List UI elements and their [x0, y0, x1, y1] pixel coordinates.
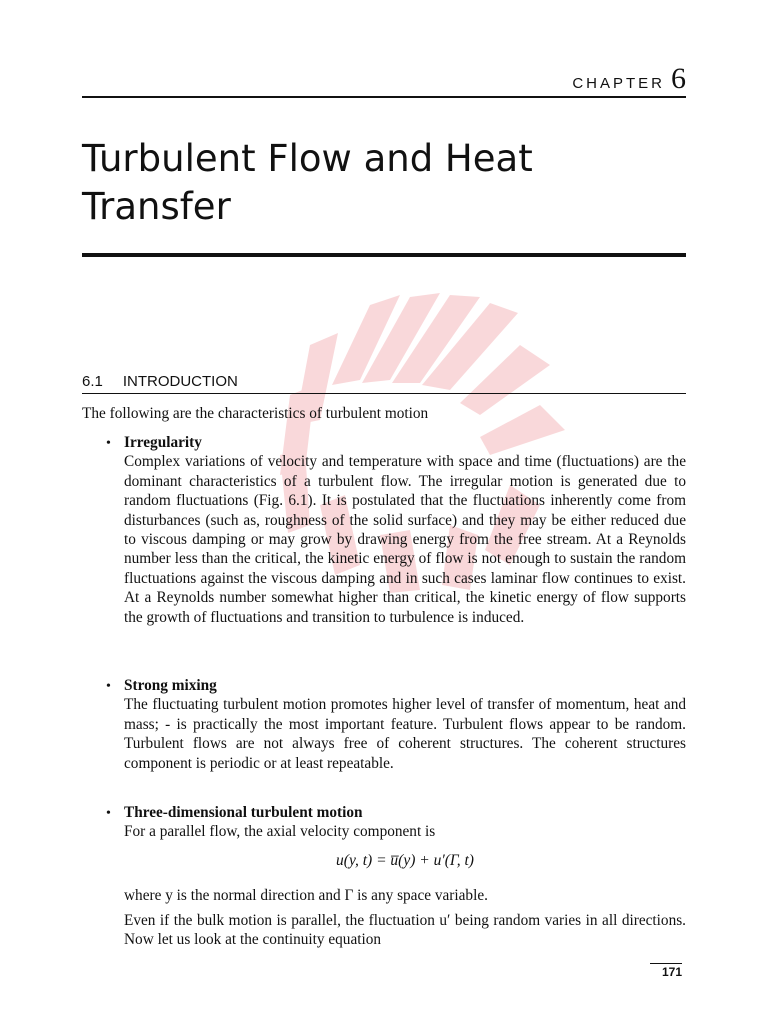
section-number: 6.1 — [82, 373, 103, 390]
chapter-title — [82, 135, 682, 231]
chapter-number: 6 — [671, 62, 686, 95]
bullet-strong-mixing — [106, 676, 686, 773]
bullet-three-dimensional — [106, 803, 686, 842]
section-title: INTRODUCTION — [122, 373, 238, 390]
bullet-text: Complex variations of velocity and temperature with space and time (fluctuations) are the dominant characteristics of a turbulent flow. The irregular motion is generated due to random fluctuations (Fig. 6.1). It is postulated that the fluctuations inherently come from disturbances (such as, roughness of the solid surface) and they may be either reduced due to viscous damping or may grow by drawing energy from the free stream. At a Reynolds number less than the critical, the kinetic energy of flow is not enough to sustain the random fluctuations against the viscous damping and in such cases laminar flow continues to exist. At a Reynolds number somewhat higher than critical, the kinetic energy of flow supports the growth of fluctuations and transition to turbulence is induced. — [124, 453, 686, 626]
top-rule — [82, 96, 686, 98]
bullet-dot: • — [106, 679, 111, 694]
bullet-title: Strong mixing — [124, 677, 217, 694]
bullet-dot: • — [106, 436, 111, 451]
bullet-title: Irregularity — [124, 434, 202, 451]
bullet-text: For a parallel flow, the axial velocity component is — [124, 823, 436, 841]
chapter-label: CHAPTER — [572, 75, 665, 92]
bullet-text: The fluctuating turbulent motion promotes higher level of transfer of momentum, heat and mass; - is practically the most important feature. Turbulent flows appear to be random. Turbulent flows are not always free of coherent structures. The coherent structures component is periodic or at least repeatable. — [124, 696, 686, 772]
title-rule — [82, 253, 686, 257]
page-number: 171 — [650, 963, 682, 979]
chapter-title-line-1: Turbulent Flow and Heat — [82, 137, 533, 180]
chapter-title-line-2: Transfer — [82, 185, 231, 228]
intro-text: The following are the characteristics of turbulent motion — [82, 405, 429, 422]
equation-explanation: where y is the normal direction and Γ is any space variable. — [124, 887, 488, 904]
bullet-dot: • — [106, 806, 111, 821]
section-heading — [82, 373, 686, 394]
bullet-irregularity — [106, 433, 686, 627]
continuity-intro-text: Even if the bulk motion is parallel, the fluctuation u′ being random varies in all directions. Now let us look at the continuity equation — [124, 912, 686, 949]
bullet-title: Three-dimensional turbulent motion — [124, 804, 363, 821]
velocity-equation: u(y, t) = u̅(y) + u′(Γ, t) — [336, 852, 474, 869]
chapter-heading — [572, 62, 686, 96]
